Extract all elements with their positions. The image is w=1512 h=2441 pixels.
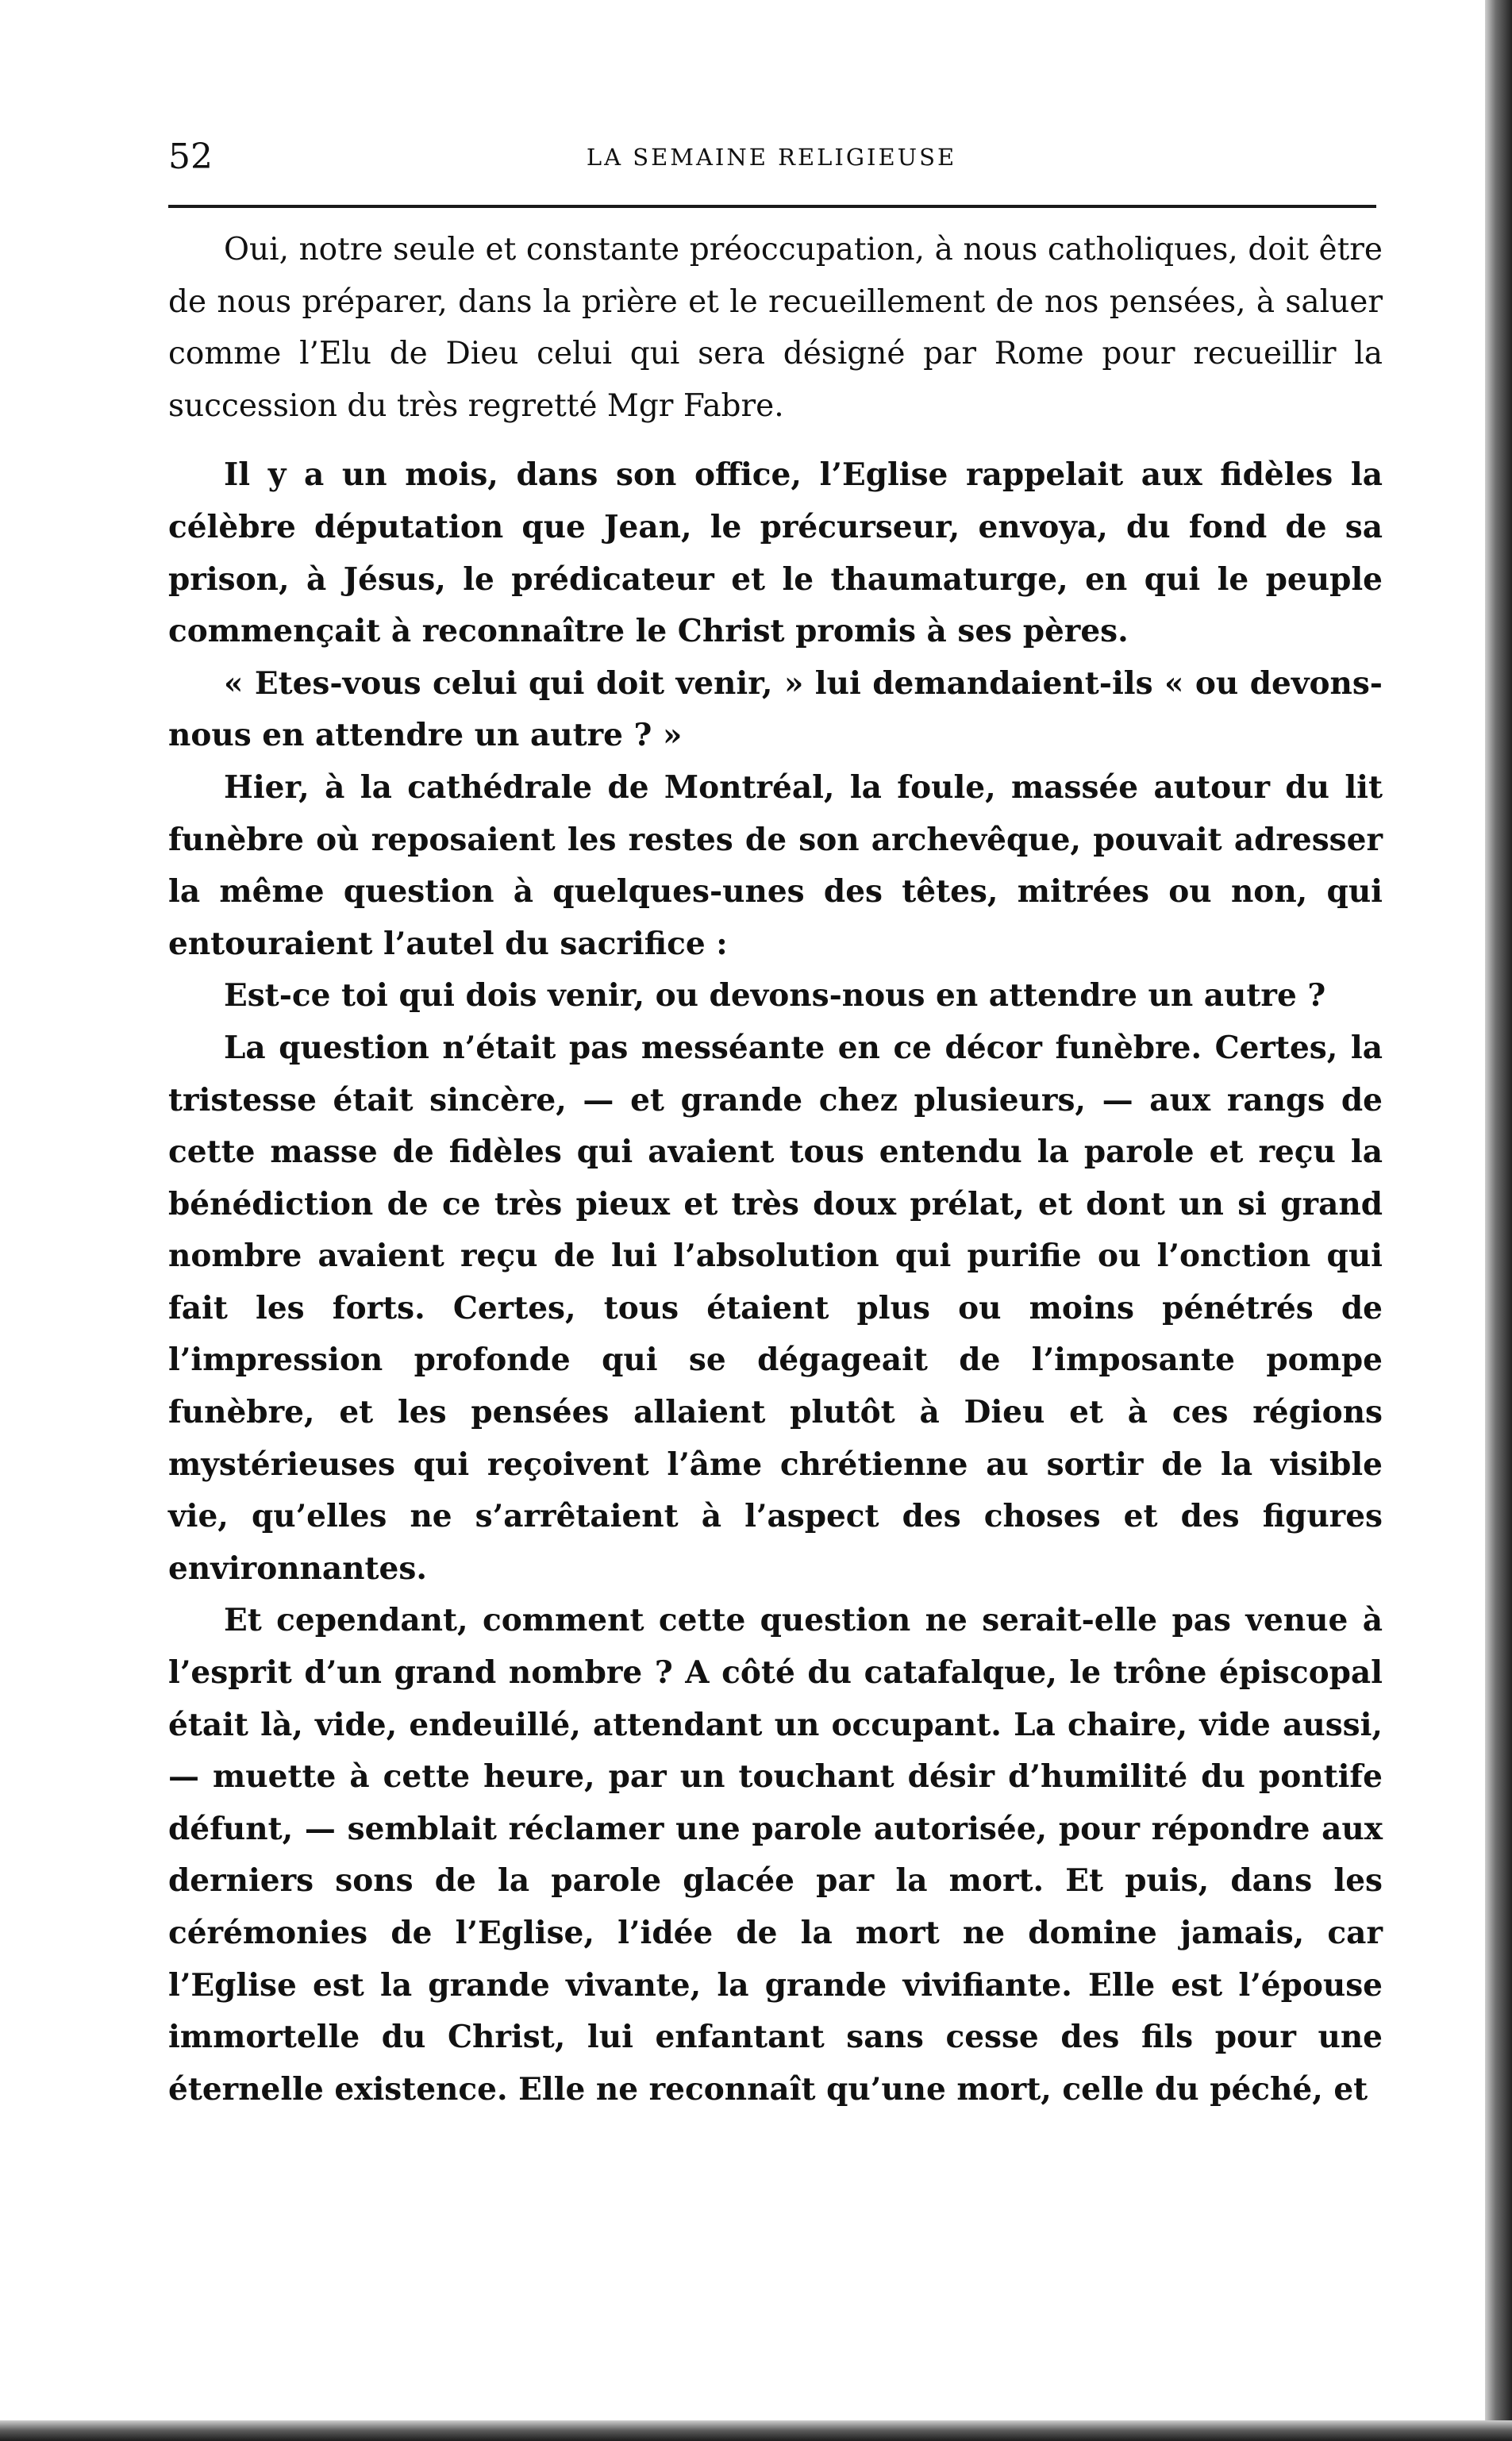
paragraph-empty-throne: Et cependant, comment cette question ne serait-elle pas venue à l’esprit d’un grand nombre ? A côté du catafalque, le trône épiscopal était là, vide, endeuillé, attendant un occupant. La chaire, vide aussi, — muette à cette heure, par un touchant désir d’humilité du pontife défunt, — semblait réclamer une parole autorisée, pour répondre aux derniers sons de la parole glacée par la mort. Et puis, dans les cérémonies de l’Eglise, l’idée de la mort ne domine jamais, car l’Eglise est la grande vivante, la grande vivifiante. Elle est l’épouse immortelle du Christ, lui enfantant sans cesse des fils pour une éternelle existence. Elle ne reconnaît qu’une mort, celle du péché, et: [168, 1602, 1383, 2108]
paragraph-question-quote: « Etes-vous celui qui doit venir, » lui demandaient-ils « ou devons-nous en attendre un autre ? »: [168, 664, 1383, 754]
body-text: [168, 224, 1383, 2351]
page-edge-right: [1485, 0, 1512, 2441]
paragraph-deputation: Il y a un mois, dans son office, l’Eglise rappelait aux fidèles la célèbre députation que Jean, le précurseur, envoya, du fond de sa prison, à Jésus, le prédicateur et le thaumaturge, en qui le peuple commençait à reconnaître le Christ promis à ses pères.: [168, 456, 1383, 650]
page-header: [168, 133, 1375, 181]
header-rule: [168, 205, 1376, 208]
paragraph-cathedral: Hier, à la cathédrale de Montréal, la foule, massée autour du lit funèbre où reposaient les restes de son archevêque, pouvait adresser la même question à quelques-unes des têtes, mitrées ou non, qui entouraient l’autel du sacrifice :: [168, 768, 1383, 962]
paragraph-funeral-decor: La question n’était pas messéante en ce décor funèbre. Certes, la tristesse était sincère, — et grande chez plusieurs, — aux rangs de cette masse de fidèles qui avaient tous entendu la parole et reçu la bénédiction de ce très pieux et très doux prélat, et dont un si grand nombre avaient reçu de lui l’absolution qui purifie ou l’onction qui fait les forts. Certes, tous étaient plus ou moins pénétrés de l’impression profonde qui se dégageait de l’imposante pompe funèbre, et les pensées allaient plutôt à Dieu et à ces régions mystérieuses qui reçoivent l’âme chrétienne au sortir de la visible vie, qu’elles ne s’arrêtaient à l’aspect des choses et des figures environnantes.: [168, 1029, 1383, 1587]
running-title: LA SEMAINE RELIGIEUSE: [586, 144, 957, 171]
paragraph-preparation: Oui, notre seule et constante préoccupation, à nous catholiques, doit être de nous préparer, dans la prière et le recueillement de nos pensées, à saluer comme l’Elu de Dieu celui qui sera désigné par Rome pour recueillir la succession du très regretté Mgr Fabre.: [168, 232, 1383, 424]
paragraph-question-repeat: Est-ce toi qui dois venir, ou devons-nous en attendre un autre ?: [224, 977, 1326, 1015]
page-edge-bottom: [0, 2420, 1512, 2441]
page-number: 52: [168, 137, 213, 177]
